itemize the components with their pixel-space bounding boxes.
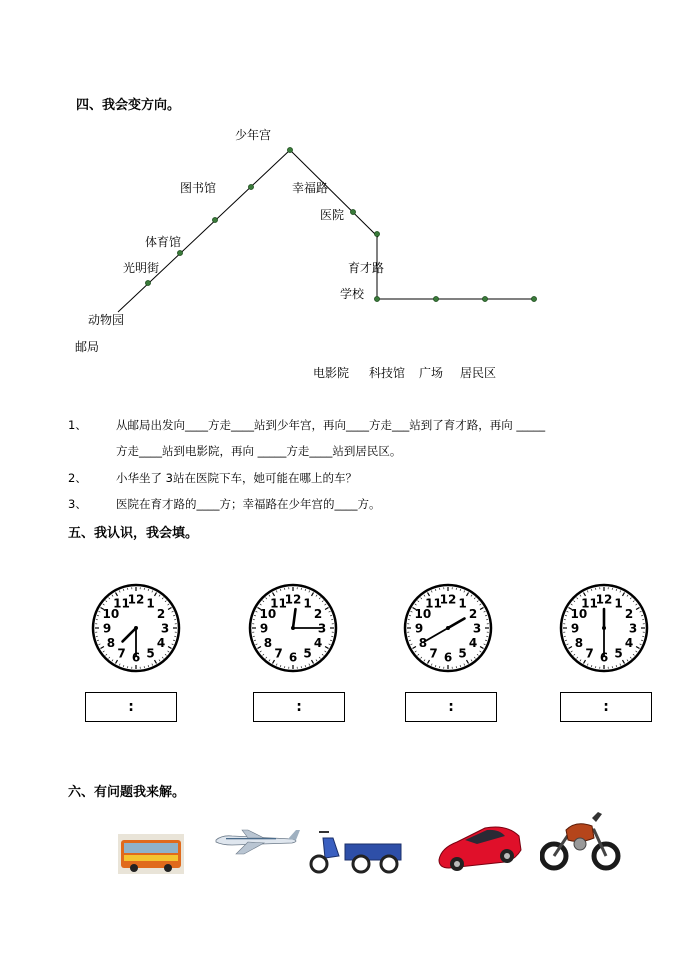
clock-number: 7 [117, 646, 126, 661]
airplane-icon [212, 826, 302, 856]
tricycle-icon [305, 826, 405, 874]
clock-number: 3 [472, 621, 482, 636]
clock-number: 11 [425, 596, 442, 611]
clock-number: 5 [303, 646, 312, 661]
clock-number: 1 [146, 596, 155, 611]
clock-2 [245, 580, 341, 676]
clock-number: 5 [614, 646, 623, 661]
time-answer-box-2[interactable]: : [253, 692, 345, 722]
label-jumingqu: 居民区 [460, 366, 497, 380]
clock-number: 7 [274, 646, 283, 661]
time-answer-box-3[interactable]: : [405, 692, 497, 722]
clock-number: 2 [156, 607, 166, 621]
clock-3 [400, 580, 496, 676]
clock-number: 11 [113, 596, 130, 611]
label-xuexiao: 学校 [340, 287, 365, 301]
label-yucailu: 育才路 [348, 261, 385, 275]
clock-number: 11 [270, 596, 287, 611]
clock-number: 10 [414, 607, 432, 621]
clock-number: 9 [102, 621, 112, 636]
clock-number: 3 [160, 621, 170, 636]
clock-number: 11 [581, 596, 598, 611]
label-tushuguan: 图书馆 [180, 181, 217, 195]
time-answer-box-4[interactable]: : [560, 692, 652, 722]
clock-number: 8 [574, 636, 584, 650]
question-3: 医院在育才路的____方；幸福路在少年宫的____方。 [116, 497, 381, 511]
clock-number: 10 [102, 607, 120, 621]
clock-1 [88, 580, 184, 676]
clock-number: 9 [570, 621, 580, 636]
clock-number: 1 [303, 596, 312, 611]
question-1-line1: 从邮局出发向____方走____站到少年宫，再向____方走___站到了育才路，再向 _____ [116, 418, 546, 432]
clock-number: 4 [624, 636, 634, 650]
clock-number: 4 [156, 636, 166, 650]
time-answer-box-1[interactable]: : [85, 692, 177, 722]
clock-number: 8 [418, 636, 428, 650]
clock-number: 3 [317, 621, 327, 636]
clock-number: 6 [443, 650, 453, 665]
sports-car-icon [435, 820, 523, 874]
clock-number: 4 [313, 636, 323, 650]
label-yiyuan: 医院 [320, 208, 345, 222]
question-1-number: 1、 [68, 418, 87, 432]
label-xingfulu: 幸福路 [292, 181, 329, 195]
motorcycle-icon [540, 810, 622, 874]
clock-number: 12 [284, 592, 302, 607]
clock-number: 9 [259, 621, 269, 636]
clock-number: 6 [288, 650, 298, 665]
question-3-number: 3、 [68, 497, 87, 511]
clock-number: 3 [628, 621, 638, 636]
question-2-number: 2、 [68, 471, 87, 485]
clock-4 [556, 580, 652, 676]
clock-number: 2 [313, 607, 323, 621]
section4-title: 四、我会变方向。 [76, 98, 181, 113]
clock-center [291, 626, 295, 630]
clock-number: 7 [585, 646, 594, 661]
clock-center [134, 626, 138, 630]
label-guangmingjie: 光明街 [123, 261, 160, 275]
clock-center [602, 626, 606, 630]
clock-number: 1 [614, 596, 623, 611]
clock-center [446, 626, 450, 630]
question-1-line2: 方走____站到电影院，再向 _____方走____站到居民区。 [116, 444, 402, 458]
label-dongwuyuan: 动物园 [88, 313, 125, 327]
clock-number: 1 [458, 596, 467, 611]
label-kejiguan: 科技馆 [369, 366, 406, 380]
clock-number: 2 [468, 607, 478, 621]
clock-number: 7 [429, 646, 438, 661]
clock-number: 10 [570, 607, 588, 621]
label-youju: 邮局 [75, 340, 100, 354]
clock-number: 12 [127, 592, 145, 607]
clock-number: 8 [106, 636, 116, 650]
clock-number: 5 [146, 646, 155, 661]
clock-number: 10 [259, 607, 277, 621]
label-shaoniangong: 少年宫 [235, 128, 272, 142]
section6-title: 六、有问题我来解。 [68, 785, 186, 800]
clock-number: 4 [468, 636, 478, 650]
clock-number: 6 [131, 650, 141, 665]
question-2: 小华坐了 3站在医院下车，她可能在哪上的车？ [116, 471, 357, 485]
clock-number: 9 [414, 621, 424, 636]
clock-number: 8 [263, 636, 273, 650]
clock-number: 12 [439, 592, 457, 607]
label-dianyingyuan: 电影院 [313, 366, 350, 380]
clock-number: 5 [458, 646, 467, 661]
section5-title: 五、我认识，我会填。 [68, 526, 199, 541]
clock-number: 6 [599, 650, 609, 665]
clock-number: 12 [595, 592, 613, 607]
bus-icon [118, 834, 184, 874]
label-tiyuguan: 体育馆 [145, 235, 182, 249]
label-guangchang: 广场 [419, 366, 444, 380]
clock-number: 2 [624, 607, 634, 621]
